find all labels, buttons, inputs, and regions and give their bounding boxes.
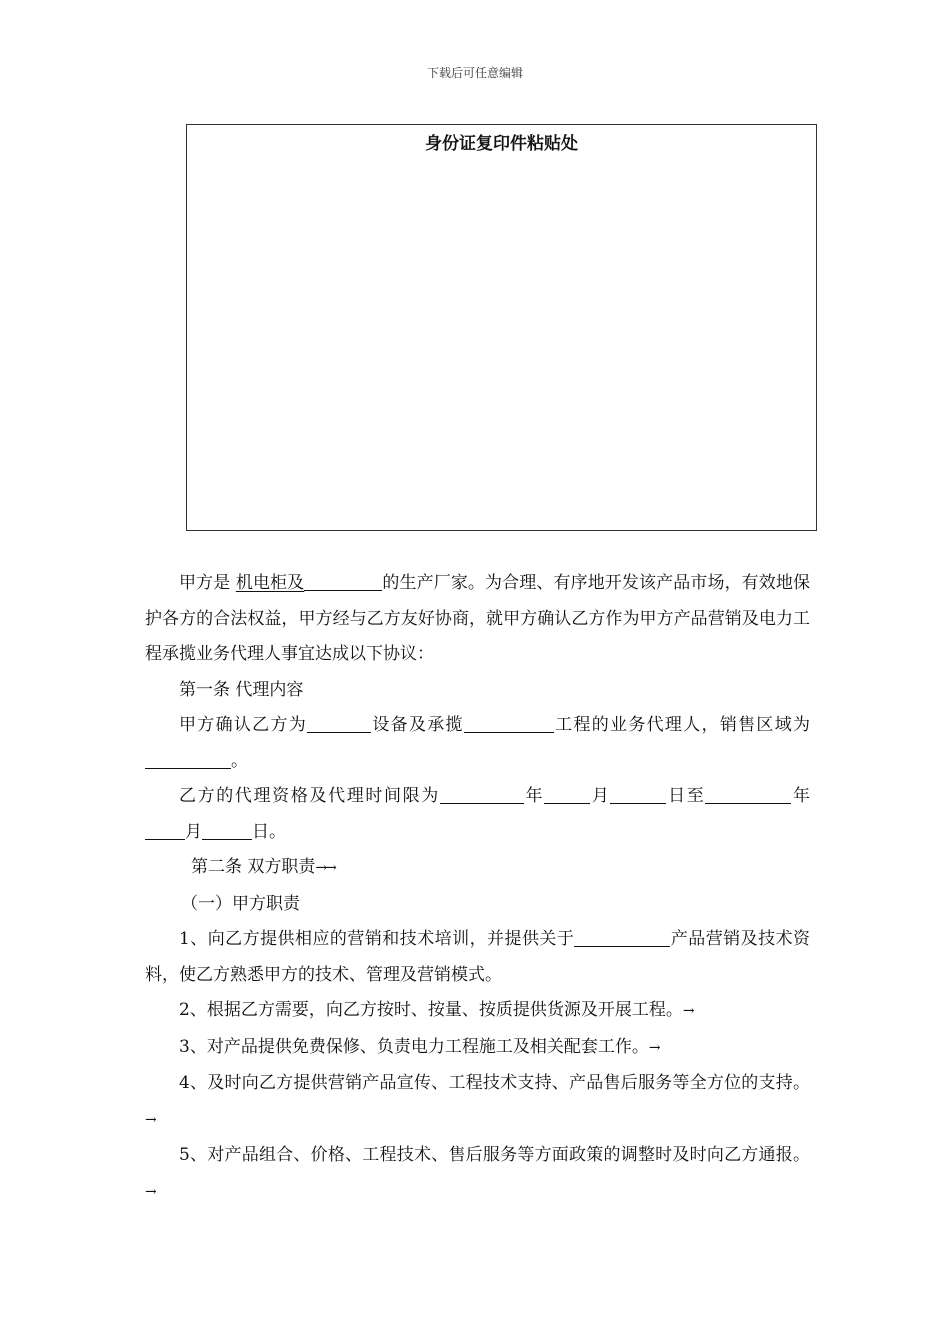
end-day-blank: [202, 819, 252, 840]
article1-title: 第一条 代理内容: [179, 679, 304, 700]
a1p1-text-d: 。: [231, 750, 248, 771]
item2-text: 2、根据乙方需要，向乙方按时、按量、按质提供货源及开展工程。: [179, 1000, 683, 1020]
arrow-icon: →: [682, 1003, 693, 1019]
product-blank: [304, 570, 382, 591]
end-month-blank: [145, 819, 185, 840]
article1-para1: [145, 708, 810, 779]
end-year-blank: [705, 783, 791, 804]
day-to-label: 日至: [666, 786, 706, 806]
arrow-icon: →→: [315, 860, 335, 876]
arrow-icon: →: [145, 1111, 155, 1128]
article2-title-text: 第二条 双方职责: [191, 857, 316, 877]
month-label: 月: [590, 786, 611, 806]
page-header-note: 下载后可任意编辑: [426, 66, 523, 80]
duty-item-1: [145, 922, 810, 993]
item3-text: 3、对产品提供免费保修、负责电力工程施工及相关配套工作。: [179, 1036, 649, 1057]
contract-body: [145, 566, 810, 1210]
intro-text-b: 的生产厂家。为合理、有序地开发该产品市场，有效地保护各方的合法权益，甲方经与乙方友好协商，就甲方确认乙方作为甲方产品营销及电力工程承揽业务代理人事宜达成以下协议：: [145, 573, 811, 664]
product-name: 机电柜及: [235, 573, 305, 593]
duty-item-3: [145, 1030, 810, 1067]
duty-item-2: [145, 993, 810, 1030]
equipment-blank: [307, 712, 371, 733]
a1p1-text-a: 甲方确认乙方为: [179, 715, 308, 735]
a1p2-text: 乙方的代理资格及代理时间限为: [179, 786, 440, 806]
arrow-icon: →: [648, 1039, 659, 1056]
intro-text-a: 甲方是: [179, 573, 236, 593]
id-card-paste-title: 身份证复印件粘贴处: [425, 134, 578, 154]
item1-text-a: 1、向乙方提供相应的营销和技术培训，并提供关于: [179, 929, 575, 949]
arrow-icon: →: [145, 1183, 155, 1200]
item4-text: 4、及时向乙方提供营销产品宣传、工程技术支持、产品售后服务等全方位的支持。: [179, 1073, 810, 1093]
id-card-paste-area: [186, 124, 817, 531]
article2-title: [145, 850, 810, 887]
article1-para2: [145, 779, 810, 850]
start-day-blank: [610, 783, 666, 804]
start-month-blank: [544, 783, 590, 804]
region-blank: [145, 748, 231, 769]
duty-item-5: [145, 1138, 810, 1210]
item5-text: 5、对产品组合、价格、工程技术、售后服务等方面政策的调整时及时向乙方通报。: [179, 1145, 810, 1165]
project-blank: [464, 712, 554, 733]
end-month-label: 月: [185, 821, 202, 842]
item1-text-b: 产品营销及技术资料，使乙方熟悉甲方的技术、管理及营销模式。: [145, 929, 811, 985]
item1-product-blank: [574, 926, 670, 947]
start-year-blank: [440, 783, 524, 804]
duty-item-4: [145, 1066, 810, 1138]
intro-paragraph: [145, 566, 810, 673]
year-label: 年: [523, 786, 545, 806]
a1p1-text-b: 设备及承揽: [371, 715, 464, 735]
section1-title: （一）甲方职责: [181, 893, 300, 914]
end-year-label: 年: [791, 786, 811, 806]
end-day-label: 日。: [252, 821, 286, 842]
a1p1-text-c: 工程的业务代理人，销售区域为: [553, 715, 811, 735]
